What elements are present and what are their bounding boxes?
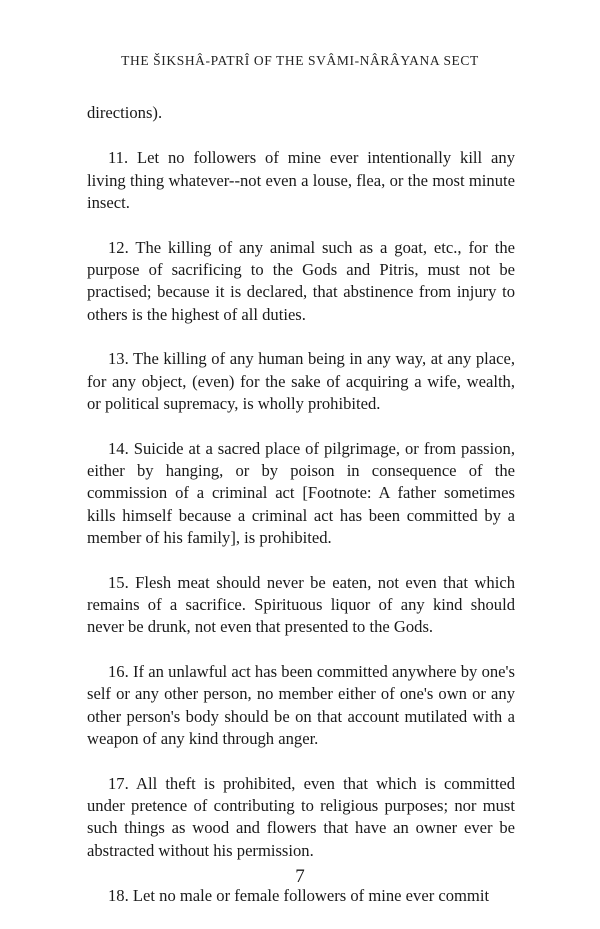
- paragraph-verse-16: 16. If an unlawful act has been committed anywhere by one's self or any other person, no member either of one's own or any other person's body should be on that account mutilated with a weapon of any kind through anger.: [87, 662, 515, 749]
- paragraph-verse-12: 12. The killing of any animal such as a goat, etc., for the purpose of sacrificing to the Gods and Pitris, must not be practised; because it is declared, that abstinence from injury to others is the highest of all duties.: [87, 237, 515, 324]
- page-number: 7: [295, 866, 305, 887]
- paragraph-verse-14: 14. Suicide at a sacred place of pilgrimage, or from passion, either by hanging, or by poison in consequence of the commission of a criminal act [Footnote: A father sometimes kills himself because a criminal act has been committed by a member of his family], is prohibited.: [87, 438, 515, 547]
- paragraph-verse-13: 13. The killing of any human being in any way, at any place, for any object, (even) for the sake of acquiring a wife, wealth, or political supremacy, is wholly prohibited.: [87, 349, 515, 413]
- paragraph-verse-17: 17. All theft is prohibited, even that which is committed under pretence of contributing to religious purposes; nor must such things as wood and flowers that have an owner ever be abstracted without his permission.: [87, 773, 515, 860]
- paragraph-verse-18: 18. Let no male or female followers of mine ever commit: [108, 885, 490, 905]
- body-text: [87, 102, 515, 929]
- paragraph-continuation: directions).: [87, 103, 163, 122]
- paragraph-verse-15: 15. Flesh meat should never be eaten, not even that which remains of a sacrifice. Spirituous liquor of any kind should never be drunk, not even that presented to the Gods.: [87, 572, 515, 637]
- paragraph-verse-11: 11. Let no followers of mine ever intentionally kill any living thing whatever--not even a louse, flea, or the most minute insect.: [87, 148, 515, 212]
- running-head: THE ŠIKSHÂ-PATRÎ OF THE SVÂMI-NÂRÂYANA SECT: [121, 53, 479, 68]
